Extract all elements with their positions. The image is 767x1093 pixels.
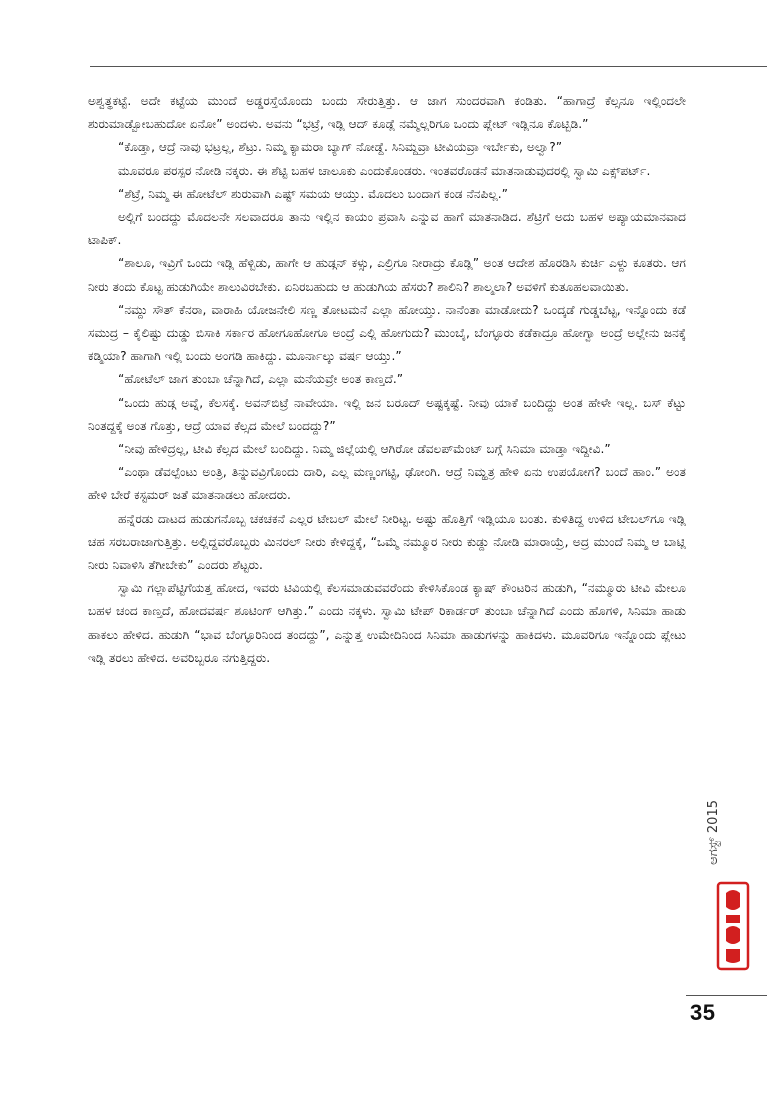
paragraph-3: ಮೂವರೂ ಪರಸ್ಪರ ನೋಡಿ ನಕ್ಕರು. ಈ ಶೆಟ್ಟಿ ಬಹಳ ಚಾಲೂಕು ಎಂದುಕೊಂಡರು. ಇಂತವರೊಡನೆ ಮಾತನಾಡುವುದರಲ್ಲಿ ಸ್ವಾಮಿ ಎಕ್ಸ್‌ಪರ್ಟ್. <box>118 163 651 178</box>
paragraph-2: “ಕೊಡ್ತಾ, ಆದ್ರೆ ನಾವು ಭಟ್ರಲ್ಲ, ಶೆಟ್ರು. ನಿಮ್ಮ ಕ್ಯಾಮರಾ ಬ್ಯಾಗ್ ನೋಡ್ದೆ. ಸಿನಿಮ್ದವ್ರಾ ಟೀವಿಯವ್ರಾ ಇರ್ಬೇಕು, ಅಲ್ವಾ?” <box>118 140 563 155</box>
paragraph-9: “ಒಂದು ಹುಡ್ಗ ಅವ್ನೆ, ಕೆಲಸಕ್ಕೆ. ಅವನ್‌ಬಿಟ್ರೆ ನಾವೇಯಾ. ಇಲ್ಲಿ ಜನ ಬರೂದ್ ಅಷ್ಟಕ್ಕಷ್ಟೆ. ನೀವು ಯಾಕೆ ಬಂದಿದ್ದು ಅಂತ ಹೇಳೇ ಇಲ್ಲ. ಬಸ್ ಕೆಟ್ಟು ನಿಂತದ್ದಕ್ಕೆ ಅಂತ ಗೊತ್ತು, ಆದ್ರೆ ಯಾವ ಕೆಲ್ಸದ ಮೇಲೆ ಬಂದದ್ದು?” <box>88 395 686 433</box>
footer-rule <box>686 995 767 996</box>
paragraph-6: “ಶಾಲೂ, ಇವ್ರಿಗೆ ಒಂದು ಇಡ್ಲಿ ಹೆಳ್ಬಿಡು, ಹಾಗೇ ಆ ಹುಡ್ಗನ್ ಕಳ್ಸು, ಎಲ್ರಿಗೂ ನೀರಾದ್ರು ಕೊಡ್ಲಿ” ಅಂತ ಆದೇಶ ಹೊರಡಿಸಿ ಕುರ್ಚಿ ಎಳ್ದು ಕೂತರು. ಆಗ ನೀರು ತಂದು ಕೊಟ್ಟ ಹುಡುಗಿಯೇ ಶಾಲುವಿರಬೇಕು. ಏನಿರಬಹುದು ಆ ಹುಡುಗಿಯ ಹೆಸರು? ಶಾಲಿನಿ? ಶಾಲ್ಮಲಾ? ಅವಳಿಗೆ ಕುತೂಹಲವಾಯಿತು. <box>88 256 686 294</box>
page-number: 35 <box>690 1000 716 1025</box>
paragraph-11: “ಎಂಥಾ ಡೆವಲ್ಪೆಂಟು ಅಂತ್ರಿ, ತಿನ್ನುವವ್ರಿಗೊಂದು ದಾರಿ, ಎಲ್ಲ ಮಣ್ಣಂಗಟ್ಟಿ, ಢೋಂಗಿ. ಆದ್ರೆ ನಿಮ್ಹತ್ರ ಹೇಳಿ ಏನು ಉಪಯೋಗ? ಬಂದೆ ಹಾಂ.” ಅಂತ ಹೇಳಿ ಬೇರೆ ಕಸ್ಟಮರ್ ಜತೆ ಮಾತನಾಡಲು ಹೋದರು. <box>88 465 686 503</box>
paragraph-7: “ನಮ್ದು ಸೌತ್ ಕೆನರಾ, ವಾರಾಹಿ ಯೋಜನೇಲಿ ಸಣ್ಣ ತೋಟಮನೆ ಎಲ್ಲಾ ಹೋಯ್ತು. ನಾನೆಂತಾ ಮಾಡೋದು? ಒಂದ್ಕಡೆ ಗುಡ್ಡಬೆಟ್ಟ, ಇನ್ನೊಂದು ಕಡೆ ಸಮುದ್ರ – ಕೈಲಿಷ್ಟು ದುಡ್ಡು ಬಿಸಾಕಿ ಸರ್ಕಾರ ಹೋಗೂಹೋಗೂ ಅಂದ್ರೆ ಎಲ್ಲಿ ಹೋಗುದು? ಮುಂಬೈ, ಬೆಂಗ್ಳೂರು ಕಡೆಕಾದ್ರೂ ಹೋಗ್ವಾ ಅಂದ್ರೆ ಅಲ್ಲೇನು ಜನಕ್ಕೆ ಕಡ್ಮಿಯಾ? ಹಾಗಾಗಿ ಇಲ್ಲಿ ಬಂದು ಅಂಗಡಿ ಹಾಕಿದ್ದು. ಮೂರ್ನಾಲ್ಕು ವರ್ಷ ಆಯ್ತು.” <box>88 302 686 364</box>
top-rule <box>90 66 767 67</box>
issue-date: ಆಗಸ್ಟ್ 2015 <box>706 800 721 865</box>
paragraph-8: “ಹೋಟೆಲ್ ಜಾಗ ತುಂಬಾ ಚೆನ್ನಾಗಿದೆ, ಎಲ್ಲಾ ಮನೆಯವ್ರೇ ಅಂತ ಕಾಣ್ತದೆ.” <box>118 372 404 387</box>
magazine-logo-icon <box>716 881 750 971</box>
paragraph-13: ಸ್ವಾಮಿ ಗಲ್ಲಾಪೆಟ್ಟಿಗೆಯತ್ತ ಹೋದ, ಇವರು ಟಿವಿಯಲ್ಲಿ ಕೆಲಸಮಾಡುವವರೆಂದು ಕೇಳಿಸಿಕೊಂಡ ಕ್ಯಾಷ್ ಕೌಂಟರಿನ ಹುಡುಗಿ, “ನಮ್ಮೂರು ಟೀವಿ ಮೇಲೂ ಬಹಳ ಚಂದ ಕಾಣ್ತದೆ, ಹೋದವರ್ಷ ಶೂಟಿಂಗ್ ಆಗಿತ್ತು.” ಎಂದು ನಕ್ಕಳು. ಸ್ವಾಮಿ ಟೇಪ್ ರಿಕಾರ್ಡರ್ ತುಂಬಾ ಚೆನ್ನಾಗಿದೆ ಎಂದು ಹೊಗಳಿ, ಸಿನಿಮಾ ಹಾಡು ಹಾಕಲು ಹೇಳಿದ. ಹುಡುಗಿ “ಭಾವ ಬೆಂಗ್ಳೂರಿನಿಂದ ತಂದದ್ದು”, ಎನ್ನುತ್ತ ಉಮೇದಿನಿಂದ ಸಿನಿಮಾ ಹಾಡುಗಳನ್ನು ಹಾಕಿದಳು. ಮೂವರಿಗೂ ಇನ್ನೊಂದು ಪ್ಲೇಟು ಇಡ್ಲಿ ತರಲು ಹೇಳಿದ. ಅವರಿಬ್ಬರೂ ನಗುತ್ತಿದ್ದರು. <box>88 581 686 665</box>
paragraph-5: ಅಲ್ಲಿಗೆ ಬಂದದ್ದು ಮೊದಲನೇ ಸಲವಾದರೂ ತಾನು ಇಲ್ಲಿನ ಕಾಯಂ ಪ್ರವಾಸಿ ಎನ್ನುವ ಹಾಗೆ ಮಾತನಾಡಿದ. ಶೆಟ್ರಿಗೆ ಅದು ಬಹಳ ಅಪ್ಯಾಯಮಾನವಾದ ಟಾಪಿಕ್. <box>88 210 686 248</box>
magazine-logo <box>711 880 755 972</box>
paragraph-1: ಅಶ್ವತ್ಥಕಟ್ಟೆ. ಅದೇ ಕಟ್ಟೆಯ ಮುಂದೆ ಅಡ್ಡರಸ್ತೆಯೊಂದು ಬಂದು ಸೇರುತ್ತಿತ್ತು. ಆ ಜಾಗ ಸುಂದರವಾಗಿ ಕಂಡಿತು. “ಹಾಗಾದ್ರೆ ಕೆಲ್ಸನೂ ಇಲ್ಲಿಂದಲೇ ಶುರುಮಾಡ್ಬೋಬಹುದೋ ಏನೋ” ಅಂದಳು. ಅವನು “ಭಟ್ರೆ, ಇಡ್ಲಿ ಆದ್ ಕೂಡ್ಲೆ ನಮ್ಮೆಲ್ಲರಿಗೂ ಒಂದು ಪ್ಲೇಟ್ ಇಡ್ಲಿನೂ ಕೊಟ್ಬಿಡಿ.” <box>88 94 686 132</box>
paragraph-12: ಹನ್ನೆರಡು ದಾಟದ ಹುಡುಗನೊಬ್ಬ ಚಕಚಕನೆ ಎಲ್ಲರ ಟೇಬಲ್ ಮೇಲೆ ನೀರಿಟ್ಟ. ಅಷ್ಟು ಹೊತ್ತಿಗೆ ಇಡ್ಲಿಯೂ ಬಂತು. ಕುಳಿತಿದ್ದ ಉಳಿದ ಟೇಬಲ್‌ಗೂ ಇಡ್ಲಿ ಚಹ ಸರಬರಾಜಾಗುತ್ತಿತ್ತು. ಅಲ್ಲಿದ್ದವರೊಬ್ಬರು ಮಿನರಲ್ ನೀರು ಕೇಳಿದ್ದಕ್ಕೆ, “ಒಮ್ಮೆ ನಮ್ಮೂರ ನೀರು ಕುಡ್ದು ನೋಡಿ ಮಾರಾಯ್ರೆ, ಅದ್ರ ಮುಂದೆ ನಿಮ್ಮ ಆ ಬಾಟ್ಲಿ ನೀರು ನಿವಾಳಿಸಿ ತೆಗೀಬೇಕು” ಎಂದರು ಶೆಟ್ಟರು. <box>88 511 686 573</box>
paragraph-4: “ಶೆಟ್ರೆ, ನಿಮ್ಮ ಈ ಹೋಟೆಲ್ ಶುರುವಾಗಿ ಎಷ್ಟ್ ಸಮಯ ಆಯ್ತು. ಮೊದಲು ಬಂದಾಗ ಕಂಡ ನೆನಪಿಲ್ಲ.” <box>118 186 508 201</box>
paragraph-10: “ನೀವು ಹೇಳಿದ್ರಲ್ಲ, ಟೀವಿ ಕೆಲ್ಸದ ಮೇಲೆ ಬಂದಿದ್ದು. ನಿಮ್ಮ ಜಿಲ್ಲೆಯಲ್ಲಿ ಆಗಿರೋ ಡೆವಲಪ್‌ಮೆಂಟ್ ಬಗ್ಗೆ ಸಿನಿಮಾ ಮಾಡ್ತಾ ಇದ್ದೀವಿ.” <box>118 442 611 457</box>
article-body <box>88 90 686 670</box>
